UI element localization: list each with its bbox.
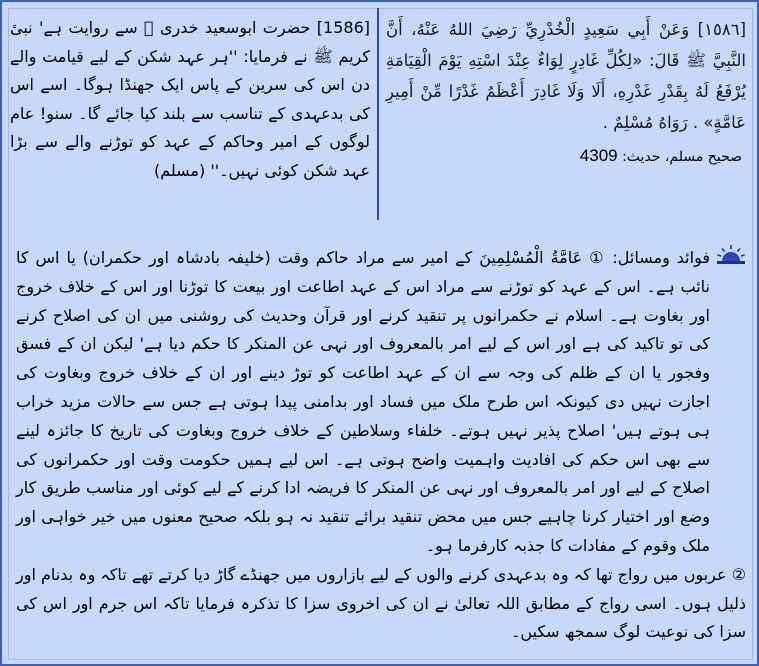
reference-label: صحیح مسلم، حدیث: [622,149,742,165]
notes-paragraph-2: ② عربوں میں رواج تھا کہ وہ بدعہدی کرنے والوں کے لیے بازاروں میں جھنڈے گاڑ دیا کرتے تھے تاکہ وہ بدنام اور ذلیل ہوں۔ اسی رواج کے مطابق اللہ تعالیٰ نے ان کی اخروی سزا کا تذکرہ فرمایا تاکہ اس جرم اور اس کی سزا کی نوعیت لوگ سمجھ سکیں۔ [16,564,746,642]
urdu-translation-column [10,14,370,185]
arabic-hadith-text: [١٥٨٦] وَعَنْ أَبِي سَعِيدٍ الْخُدْرِيِّ رَضِيَ اللهُ عَنْهُ، أَنَّ النَّبِيَّ ﷺ قَالَ: «لِكُلِّ غَادِرٍ لِوَاءٌ عِنْدَ اسْتِهِ يَوْمَ الْقِيَامَةِ يُرْفَعُ لَهُ بِقَدْرِ غَدْرِهِ، أَلَا وَلَا غَادِرَ أَعْظَمُ غَدْرًا مِّنْ أَمِيرِ عَامَّةٍ» . رَوَاهُ مُسْلِمٌ . [386,20,746,132]
benefits-notes-section [16,244,746,647]
arabic-text-column [386,14,746,166]
hadith-reference [386,146,746,166]
reference-number: 4309 [579,146,618,165]
urdu-translation-text: [1586] حضرت ابوسعید خدری ﷛ سے روایت ہے' نبیٔ کریم ﷺ نے فرمایا: ''ہر عہد شکن کے لیے قیامت والے دن اس کی سرین کے پاس ایک جھنڈا ہوگا۔ اسے اس کی بدعہدی کے تناسب سے بلند کیا جائے گا۔ سنو! عام لوگوں کے امیر وحاکم کے عہد کو توڑنے والے سے بڑا عہد شکن کوئی نہیں۔'' (مسلم) [10,18,370,180]
notes-paragraph-1: فوائد ومسائل: ① عَامَّةُ الْمُسْلِمِينَ کے امیر سے مراد حاکم وقت (خلیفہ بادشاہ اور حکمران) یا اس کا نائب ہے۔ اس کے عہد کو توڑنے سے مراد اس کے عہد اطاعت اور بیعت کا توڑنا اور اس کے خلاف خروج اور بغاوت ہے۔ اسلام نے حکمرانوں پر تنقید کرنے اور قرآن وحدیث کی روشنی میں ان کی اصلاح کرنے کی تو تاکید کی ہے اور اس کے لیے امر بالمعروف اور نہی عن المنکر کا حکم دیا ہے' لیکن ان کے فسق وفجور یا ان کے ظلم کی وجہ سے ان کے عہد اطاعت کو توڑ دینے اور ان کے خلاف خروج وبغاوت کی اجازت نہیں دی کیونکہ اس طرح ملک میں فساد اور بدامنی پیدا ہوتی ہے جس سے حالات مزید خراب ہی ہوتے ہیں' اصلاح پذیر نہیں ہوتے۔ خلفاء وسلاطین کے خلاف خروج وبغاوت کی تاریخ کا جائزہ لینے سے بھی اس حکم کی افادیت واہمیت واضح ہوتی ہے۔ اس لیے ہمیں حکومت وقت اور حکمرانوں کی اصلاح کے لیے اور امر بالمعروف اور نہی عن المنکر کا فریضہ ادا کرنے کے لیے کوئی اور مناسب طریق کار وضع اور اختیار کرنا چاہیے جس میں محض تنقید برائے تنقید نہ ہو بلکہ صحیح معنوں میں خیر خواہی اور ملک وقوم کے مفادات کا جذبہ کارفرما ہو۔ [16,248,711,555]
column-divider [377,8,379,220]
sun-rays-icon [716,244,746,266]
notes-paragraph-1-row [16,244,746,561]
